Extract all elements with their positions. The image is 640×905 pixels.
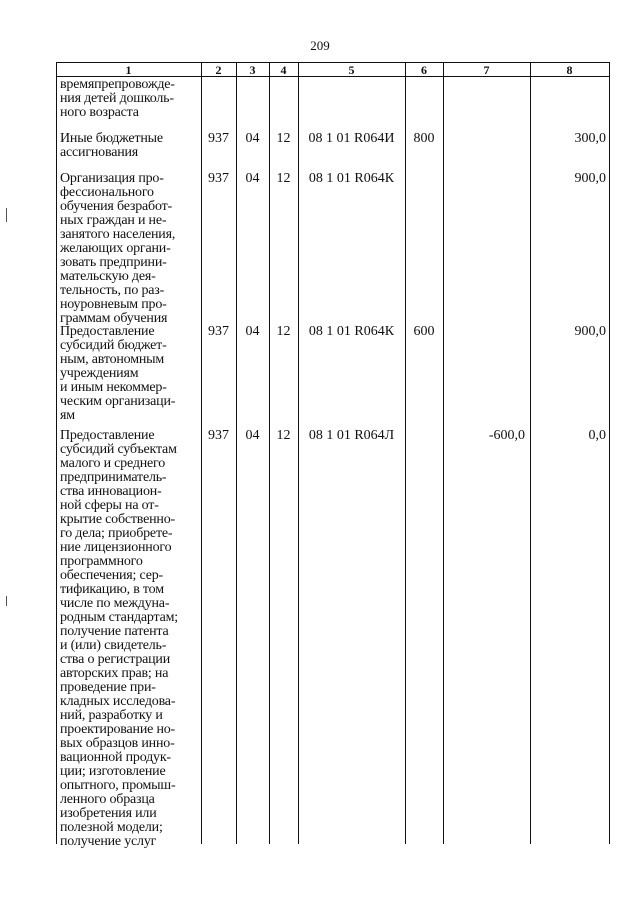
row-ministry-code: 937 bbox=[208, 171, 229, 186]
row-section-code: 04 bbox=[245, 131, 260, 146]
scan-mark bbox=[6, 596, 7, 606]
row-subsection-code: 12 bbox=[276, 171, 291, 186]
row-section-code: 04 bbox=[245, 428, 260, 443]
row-target-code: 08 1 01 R064К bbox=[308, 171, 395, 186]
row-change-amount: -600,0 bbox=[488, 428, 525, 443]
header-col-3: 3 bbox=[249, 63, 256, 77]
column-divider bbox=[56, 62, 57, 844]
row-description: Предоставление субсидий субъектам малого и среднего предприниматель- ства инновацион- ной сферы на от- крытие собственно- го дела; приобрете- ние лицензионного программного обеспечения; сер- тификацию, в том числе по междуна- родным стандартам; получение патента и (или) свидетель- ства о регистрации авторских прав; на проведение при- кладных исследова- ний, разработку и проектирование но- вых образцов инно- вационной продук- ции; изготовление опытного, промыш- ленного образца изобретения или полезной модели; получение услуг bbox=[60, 428, 178, 849]
row-total-amount: 900,0 bbox=[574, 171, 606, 186]
header-col-1: 1 bbox=[125, 63, 132, 77]
row-expense-type: 600 bbox=[413, 324, 435, 339]
page-number: 209 bbox=[310, 38, 330, 53]
row-description: времяпрепровожде- ния детей дошколь- ного возраста bbox=[60, 77, 175, 120]
row-total-amount: 900,0 bbox=[574, 324, 606, 339]
row-expense-type: 800 bbox=[413, 131, 435, 146]
row-section-code: 04 bbox=[245, 324, 260, 339]
row-total-amount: 300,0 bbox=[574, 131, 606, 146]
header-col-4: 4 bbox=[280, 63, 287, 77]
row-subsection-code: 12 bbox=[276, 324, 291, 339]
header-col-7: 7 bbox=[483, 63, 490, 77]
row-total-amount: 0,0 bbox=[588, 428, 606, 443]
header-col-6: 6 bbox=[421, 63, 427, 77]
header-col-5: 5 bbox=[348, 63, 355, 77]
header-col-8: 8 bbox=[566, 63, 573, 77]
row-target-code: 08 1 01 R064Л bbox=[308, 428, 395, 443]
budget-table bbox=[56, 62, 610, 849]
row-subsection-code: 12 bbox=[276, 131, 291, 146]
row-target-code: 08 1 01 R064И bbox=[308, 131, 395, 146]
row-ministry-code: 937 bbox=[208, 324, 229, 339]
column-divider bbox=[609, 62, 610, 844]
row-description: Иные бюджетные ассигнования bbox=[60, 131, 163, 160]
table-top-border bbox=[56, 62, 610, 63]
column-divider bbox=[443, 62, 444, 844]
row-description: Организация про- фессионального обучения безработ- ных граждан и не- занятого населения, желающих органи- зовать предприни- мательскую дея- тельность, по раз- ноуровневым про- граммам обучения bbox=[60, 171, 176, 326]
row-section-code: 04 bbox=[245, 171, 260, 186]
row-ministry-code: 937 bbox=[208, 131, 229, 146]
scan-mark bbox=[6, 208, 7, 222]
header-col-2: 2 bbox=[215, 63, 222, 77]
row-ministry-code: 937 bbox=[208, 428, 229, 443]
row-target-code: 08 1 01 R064К bbox=[308, 324, 395, 339]
row-subsection-code: 12 bbox=[276, 428, 291, 443]
column-divider bbox=[405, 62, 406, 844]
row-description: Предоставление субсидий бюджет- ным, автономным учреждениям и иным некоммер- ческим организаци- ям bbox=[60, 324, 176, 423]
